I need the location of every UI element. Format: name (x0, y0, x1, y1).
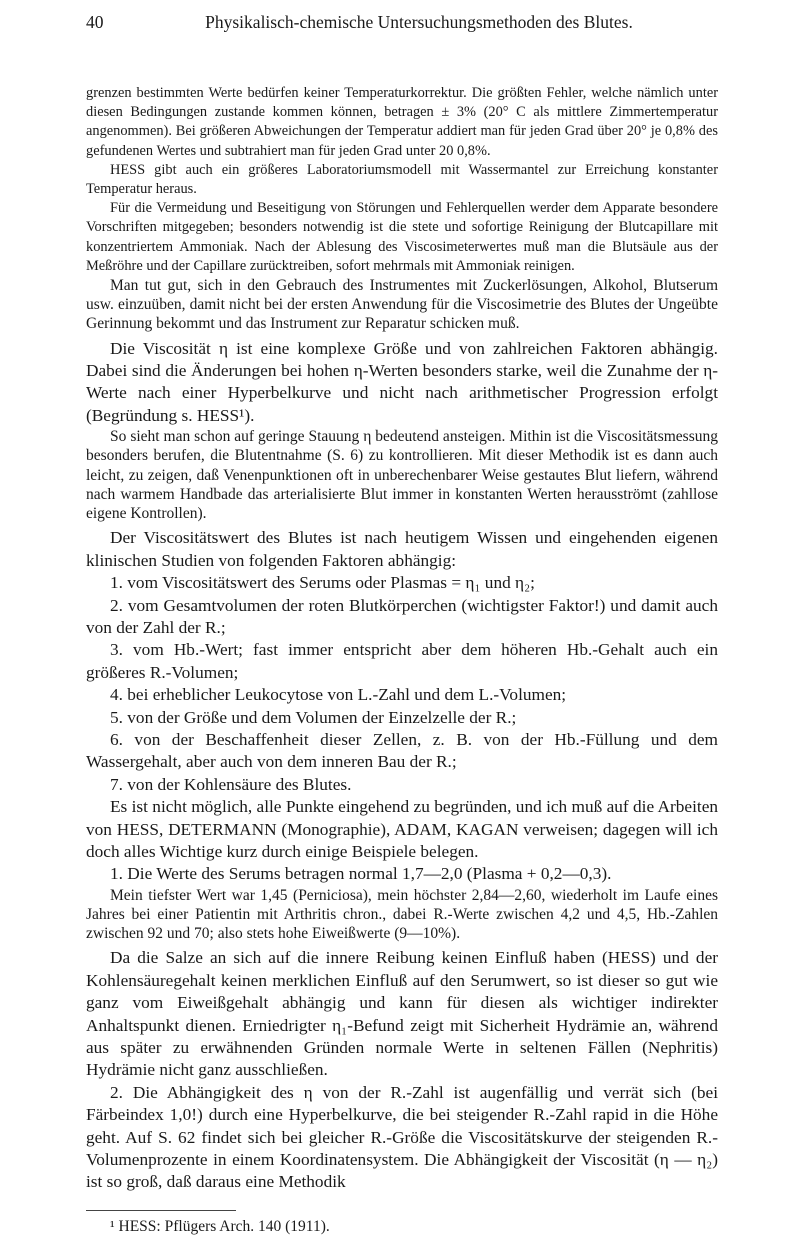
paragraph: Mein tiefster Wert war 1,45 (Perniciosa), mein höchster 2,84—2,60, wiederholt im Laufe eines Jahres bei einer Patientin mit Arthritis chron., dabei R.-Werte zwischen 4,2 und 4,5, Hb.-Zahlen zwischen 92 und 70; also stets hohe Eiweißwerte (9—10%). (86, 886, 718, 943)
list-item: 6. von der Beschaffenheit dieser Zellen, z. B. von der Hb.-Füllung und dem Wassergehalt, aber auch von dem inneren Bau der R.; (86, 729, 718, 772)
list-item: 7. von der Kohlensäure des Blutes. (110, 774, 352, 794)
list-item: 5. von der Größe und dem Volumen der Einzelzelle der R.; (110, 707, 517, 727)
footnote: ¹ HESS: Pflügers Arch. 140 (1911). (110, 1217, 330, 1235)
footnote-rule (86, 1210, 236, 1211)
paragraph: Man tut gut, sich in den Gebrauch des Instrumentes mit Zuckerlösungen, Alkohol, Blutserum usw. einzuüben, damit nicht bei der ersten Anwendung für die Viscosimetrie des Blutes der Ungeübte Gerinnung bekommt und das Instrument zur Reparatur schicken muß. (86, 277, 718, 333)
paragraph: Für die Vermeidung und Beseitigung von Störungen und Fehlerquellen werder dem Apparate besondere Vorschriften mitgegeben; besonders notwendig ist die stete und sofortige Reinigung der Blutcapillare mit konzentriertem Ammoniak. Nach der Ablesung des Viscosimeterwertes muß man die Blutsäule aus der Meßröhre und der Capillare zurücktreiben, sofort mehrmals mit Ammoniak reinigen. (86, 200, 718, 274)
paragraph: So sieht man schon auf geringe Stauung η bedeutend ansteigen. Mithin ist die Viscositätsmessung besonders berufen, die Blutentnahme (S. 6) zu kontrollieren. Mit dieser Methodik ist es dann auch leicht, zu zeigen, daß Venenpunktionen oft in unberechenbarer Weise gestautes Blut liefern, während nach warmem Handbade das arterialisierte Blut immer in konstanten Werten herausströmt (zahllose eigene Kontrollen). (86, 428, 718, 523)
page (86, 12, 718, 1237)
paragraph: HESS gibt auch ein größeres Laboratoriumsmodell mit Wassermantel zur Erreichung konstanter Temperatur heraus. (86, 161, 718, 198)
page-number: 40 (86, 12, 104, 32)
paragraph: Der Viscositätswert des Blutes ist nach heutigem Wissen und eingehenden eigenen klinischen Studien von folgenden Faktoren abhängig: (86, 528, 718, 570)
body-text (86, 84, 718, 1194)
paragraph: 2. Die Abhängigkeit des η von der R.-Zahl ist augenfällig und verrät sich (bei Färbeindex 1,0!) durch eine Hyperbelkurve, die bei steigender R.-Zahl rapid in die Höhe geht. Auf S. 62 findet sich bei gleicher R.-Größe die Viscositätskurve der steigenden R.-Volumenprozente in einem Koordinatensystem. Die Abhängigkeit der Viscosität (η — η₂) ist so groß, daß daraus eine Methodik (86, 1082, 718, 1192)
paragraph: grenzen bestimmten Werte bedürfen keiner Temperaturkorrektur. Die größten Fehler, welche nämlich unter diesen Bedingungen zustande kommen können, betragen ± 3% (20° C als mittlere Zimmertemperatur angenommen). Bei größeren Abweichungen der Temperatur addiert man für jeden Grad über 20° je 0,8% des gefundenen Wertes und subtrahiert man für jeden Grad unter 20 0,8%. (86, 85, 718, 159)
page-header (86, 12, 718, 42)
paragraph: Da die Salze an sich auf die innere Reibung keinen Einfluß haben (HESS) und der Kohlensäuregehalt keinen merklichen Einfluß auf den Serumwert, so ist dieser so gut wie ganz vom Eiweißgehalt abhängig und kann für diesen als wichtiger indirekter Anhaltspunkt dienen. Erniedrigter η₁-Befund zeigt mit Sicherheit Hydrämie an, während aus später zu erwähnenden Gründen normale Werte in seltenen Fällen (Nephritis) Hydrämie nicht ganz ausschließen. (86, 948, 718, 1080)
list-item: 2. vom Gesamtvolumen der roten Blutkörperchen (wichtigster Faktor!) und damit auch von der Zahl der R.; (86, 595, 718, 637)
running-title: Physikalisch-chemische Untersuchungsmethoden des Blutes. (205, 12, 633, 32)
paragraph: Es ist nicht möglich, alle Punkte eingehend zu begründen, und ich muß auf die Arbeiten von HESS, DETERMANN (Monographie), ADAM, KAGAN verweisen; dagegen will ich doch alles Wichtige kurz durch einige Beispiele belegen. (86, 797, 718, 861)
list-item: 4. bei erheblicher Leukocytose von L.-Zahl und dem L.-Volumen; (110, 685, 567, 705)
paragraph: 1. Die Werte des Serums betragen normal 1,7—2,0 (Plasma + 0,2—0,3). (110, 864, 612, 884)
paragraph: Die Viscosität η ist eine komplexe Größe und von zahlreichen Faktoren abhängig. Dabei sind die Änderungen bei hohen η-Werten besonders starke, weil die Zunahme der η-Werte nach einer Hyperbelkurve und nicht nach arithmetischer Progression erfolgt (Begründung s. HESS¹). (86, 338, 718, 425)
list-item: 3. vom Hb.-Wert; fast immer entspricht aber dem höheren Hb.-Gehalt auch ein größeres R.-Volumen; (86, 640, 718, 682)
list-item: 1. vom Viscositätswert des Serums oder Plasmas = η₁ und η₂; (110, 573, 535, 593)
